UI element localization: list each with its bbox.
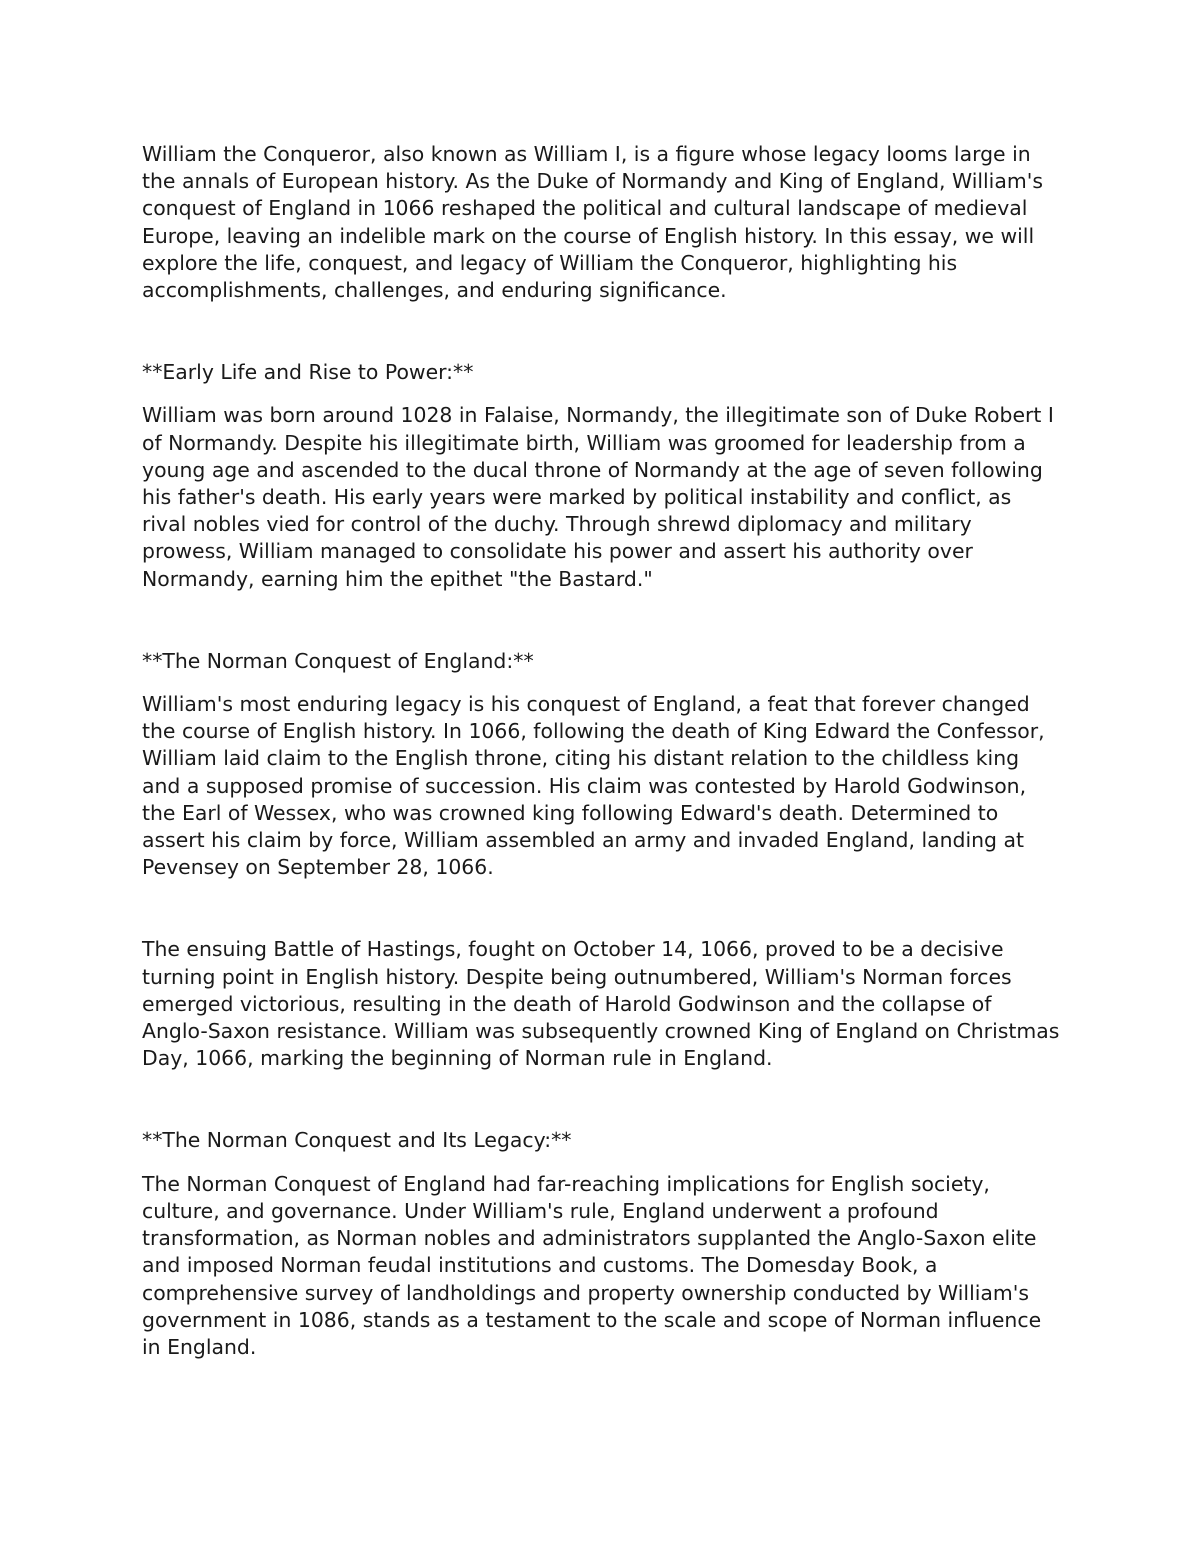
norman-conquest-paragraph: William's most enduring legacy is his conquest of England, a feat that forever changed the course of English history. In 1066, following the death of King Edward the Confessor, William laid claim to the English throne, citing his distant relation to the childless king and a supposed promise of succession. His claim was contested by Harold Godwinson, the Earl of Wessex, who was crowned king following Edward's death. Determined to assert his claim by force, William assembled an army and invaded England, landing at Pevensey on September 28, 1066. — [142, 692, 1045, 880]
spacer — [142, 386, 1062, 402]
spacer — [142, 675, 1062, 691]
spacer — [142, 1072, 1062, 1127]
legacy-paragraph: The Norman Conquest of England had far-reaching implications for English society, culture, and governance. Under William's rule, England underwent a profound transformation, as Norman nobles and administrators supplanted the Anglo-Saxon elite and imposed Norman feudal institutions and customs. The Domesday Book, a comprehensive survey of landholdings and property ownership conducted by William's government in 1086, stands as a testament to the scale and scope of Norman influence in England. — [142, 1171, 1042, 1359]
spacer — [142, 1155, 1062, 1171]
section-heading-legacy: **The Norman Conquest and Its Legacy:** — [142, 1128, 572, 1153]
battle-of-hastings-paragraph: The ensuing Battle of Hastings, fought on October 14, 1066, proved to be a decisive turning point in English history. Despite being outnumbered, William's Norman forces emerged victorious, resulting in the death of Harold Godwinson and the collapse of Anglo-Saxon resistance. William was subsequently crowned King of England on Christmas Day, 1066, marking the beginning of Norman rule in England. — [142, 937, 1060, 1071]
intro-paragraph: William the Conqueror, also known as William I, is a figure whose legacy looms large in the annals of European history. As the Duke of Normandy and King of England, William's conquest of England in 1066 reshaped the political and cultural landscape of medieval Europe, leaving an indelible mark on the course of English history. In this essay, we will explore the life, conquest, and legacy of William the Conqueror, highlighting his accomplishments, challenges, and enduring significance. — [142, 142, 1043, 303]
early-life-paragraph: William was born around 1028 in Falaise, Normandy, the illegitimate son of Duke Robert I of Normandy. Despite his illegitimate birth, William was groomed for leadership from a young age and ascended to the ducal throne of Normandy at the age of seven following his father's death. His early years were marked by political instability and conflict, as rival nobles vied for control of the duchy. Through shrewd diplomacy and military prowess, William managed to consolidate his power and assert his authority over Normandy, earning him the epithet "the Bastard." — [142, 403, 1054, 591]
spacer — [142, 593, 1062, 648]
spacer — [142, 304, 1062, 359]
section-heading-norman-conquest: **The Norman Conquest of England:** — [142, 648, 534, 673]
spacer — [142, 881, 1062, 936]
section-heading-early-life: **Early Life and Rise to Power:** — [142, 360, 474, 385]
document-body — [142, 141, 1062, 1361]
